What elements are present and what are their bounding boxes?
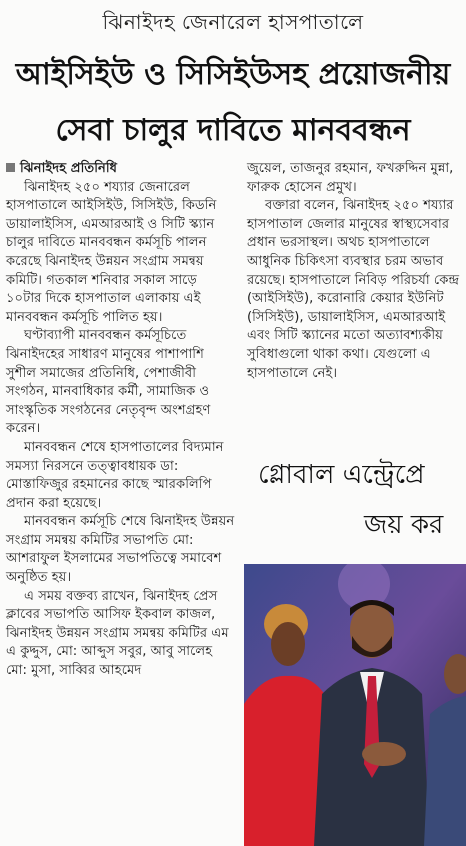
second-man-suit [424,696,466,846]
bullet-square-icon [6,163,15,172]
headline-line-2: সেবা চালুর দাবিতে মানববন্ধন [55,113,411,148]
adjacent-headline-2: জয় কর [364,510,444,540]
article-paragraph: মানববন্ধন শেষে হাসপাতালের বিদ্যমান সমস্যা নিরসনে তত্ত্বাবধায়ক ডা: মোস্তাফিজুর রহমানের কাছে স্মারকলিপি প্রদান করা হয়েছে। [6,439,224,511]
handshake [362,742,406,766]
headline-line-1: আইসিইউ ও সিসিইউসহ প্রয়োজনীয় [15,57,451,92]
news-photo [244,564,466,846]
woman-face [271,622,305,666]
article-column-right [247,160,461,383]
article-paragraph: ঘণ্টাব্যাপী মানববন্ধন কর্মসূচিতে ঝিনাইদহের সাধারণ মানুষের পাশাপাশি সুশীল সমাজের প্রতিনিধি, পেশাজীবী সংগঠন, মানবাধিকার কর্মী, সামাজিক ও সাংস্কৃতিক সংগঠনের নেতৃবৃন্দ অংশগ্রহণ করেন। [6,328,211,437]
byline-text: ঝিনাইদহ প্রতিনিধি [20,161,118,176]
adjacent-headline-1: গ্লোবাল এন্ট্রেপ্রে [258,460,425,490]
byline [6,160,236,179]
news-kicker: ঝিনাইদহ জেনারেল হাসপাতালে [102,10,364,34]
article-paragraph: ঝিনাইদহ ২৫০ শয্যার জেনারেল হাসপাতালে আইসিইউ, সিসিইউ, কিডনি ডায়ালাইসিস, এমআরআই ও সিটি স্ক্যান চালুর দাবিতে মানববন্ধন কর্মসূচি পালন করেছে ঝিনাইদহ উন্নয়ন সংগ্রাম সমন্বয় কমিটি। গতকাল শনিবার সকাল সাড়ে ১০টার দিকে হাসপাতাল এলাকায় এই মানববন্ধন কর্মসূচি পালিত হয়। [6,179,217,325]
article-paragraph: বক্তারা বলেন, ঝিনাইদহ ২৫০ শয্যার হাসপাতাল জেলার মানুষের স্বাস্থ্যসেবার প্রধান ভরসাস্থল। অথচ হাসপাতালে আধুনিক চিকিৎসা ব্যবস্থার চরম অভাব রয়েছে। হাসপাতালে নিবিড় পরিচর্যা কেন্দ্র (আইসিইউ), করোনারি কেয়ার ইউনিট (সিসিইউ), ডায়ালাইসিস, এমআরআই এবং সিটি স্ক্যানের মতো অত্যাবশ্যকীয় সুবিধাগুলো থাকা কথা। যেগুলো এ হাসপাতালে নেই। [247,198,460,381]
article-paragraph: মানববন্ধন কর্মসূচি শেষে ঝিনাইদহ উন্নয়ন সংগ্রাম সমন্বয় কমিটির সভাপতি মো: আশরাফুল ইসলামের সভাপতিত্বে সমাবেশ অনুষ্ঠিত হয়। [6,514,235,586]
adjacent-story [244,440,466,846]
article-paragraph: জুয়েল, তাজনুর রহমান, ফখরুদ্দিন মুন্না, ফারুক হোসেন প্রমুখ। [247,161,454,195]
article-paragraph: এ সময় বক্তব্য রাখেন, ঝিনাইদহ প্রেস ক্লাবের সভাপতি আসিফ ইকবাল কাজল, ঝিনাইদহ উন্নয়ন সংগ্রাম সমন্বয় কমিটির এম এ কুদ্দুস, মো: আব্দুস সবুর, আবু সালেহ মো: মুসা, সাব্বির আহমেদ [6,588,229,679]
article-column-left [6,160,236,681]
